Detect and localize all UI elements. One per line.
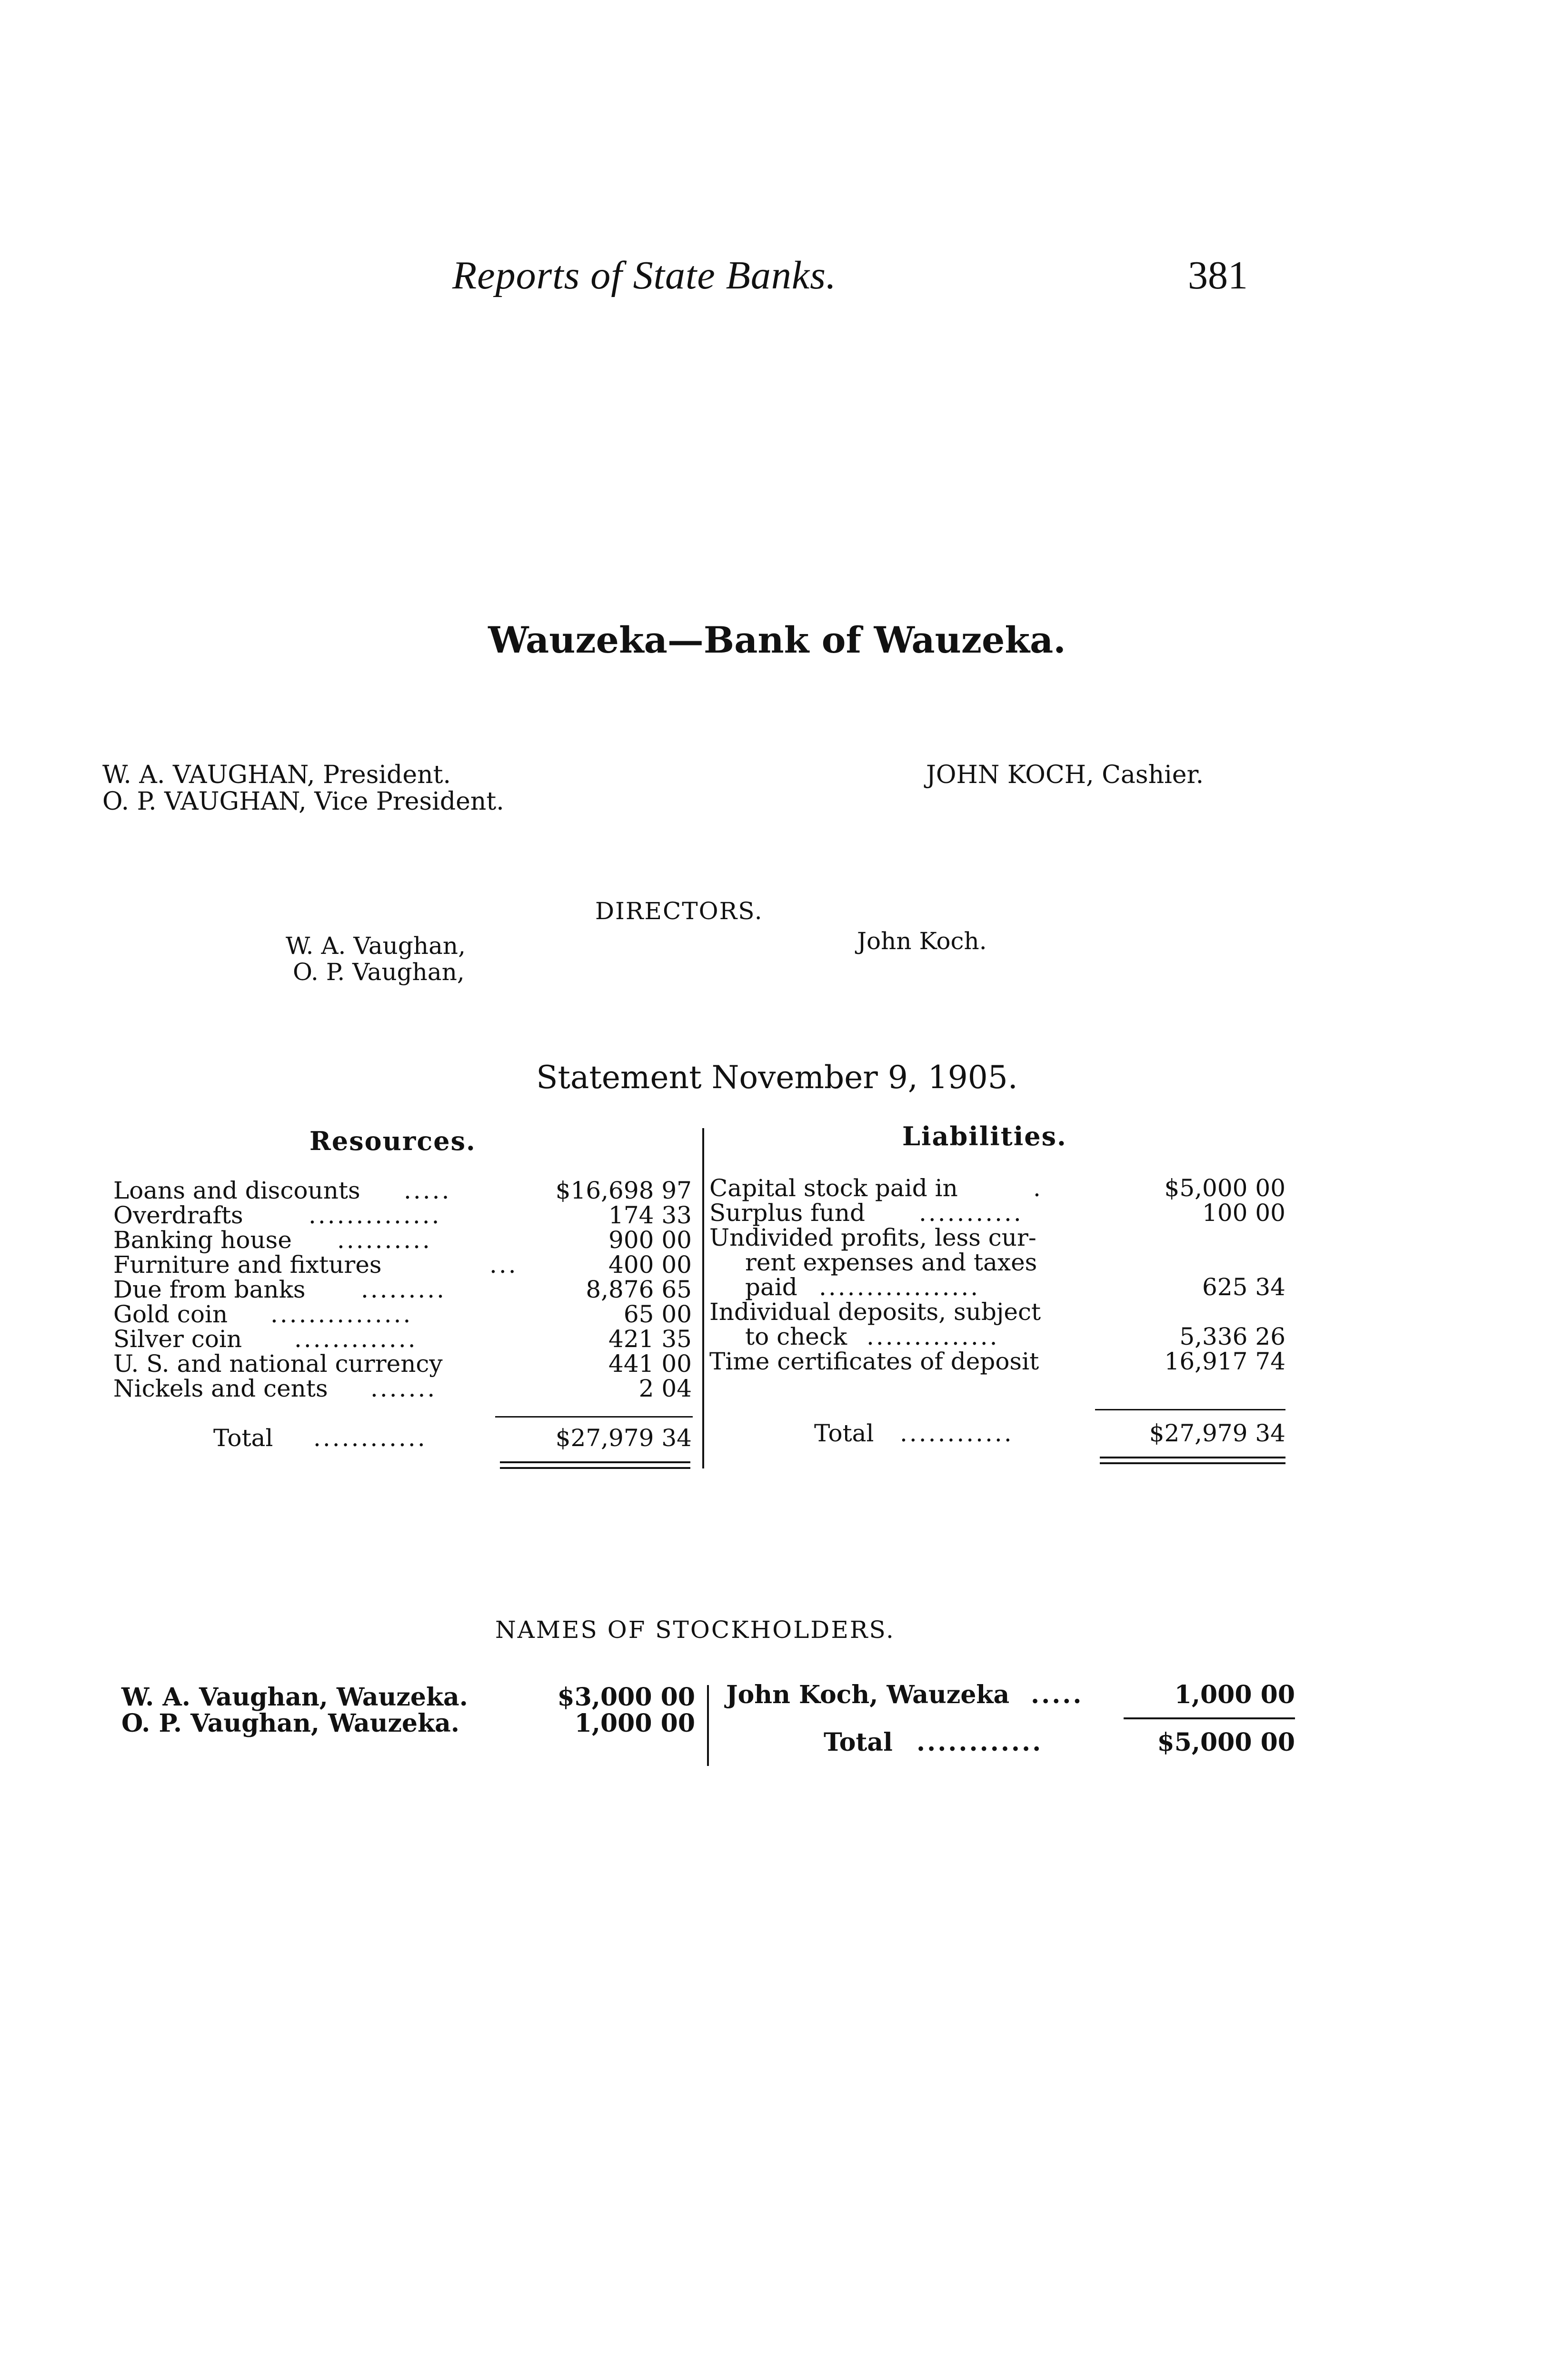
stockholder-name: O. P. Vaughan, Wauzeka.: [121, 1709, 459, 1738]
liability-row: [709, 1324, 1285, 1349]
officer-president: W. A. VAUGHAN, President.: [102, 761, 451, 789]
stockholder-name: John Koch, Wauzeka: [726, 1680, 1010, 1709]
resource-row: [113, 1302, 692, 1327]
resources-double-rule: [500, 1461, 690, 1469]
resource-row: [113, 1228, 692, 1252]
dot-leaders: .................: [819, 1273, 980, 1301]
statement-title: Statement November 9, 1905.: [536, 1059, 1018, 1096]
dot-leaders: ............: [313, 1424, 427, 1452]
column-divider: [702, 1128, 704, 1468]
liability-label: to check: [745, 1323, 847, 1350]
stockholders-total-rule: [1124, 1717, 1295, 1719]
directors-heading: DIRECTORS.: [595, 897, 763, 925]
stockholder-name: W. A. Vaughan, Wauzeka.: [121, 1683, 468, 1712]
liabilities-heading: Liabilities.: [902, 1121, 1067, 1151]
resources-total-label: Total: [213, 1424, 273, 1452]
resource-amount: 421 35: [608, 1325, 692, 1353]
liability-label: Capital stock paid in: [709, 1174, 958, 1202]
liabilities-total-amount: $27,979 34: [1149, 1419, 1285, 1447]
resource-label: U. S. and national currency: [113, 1350, 443, 1378]
liability-label: rent expenses and taxes: [745, 1249, 1037, 1276]
dot-leaders: .....: [1031, 1680, 1084, 1709]
liability-label: Individual deposits, subject: [709, 1298, 1041, 1326]
liability-label: Surplus fund: [709, 1199, 866, 1227]
liability-label: Undivided profits, less cur-: [709, 1224, 1036, 1251]
page-number: 381: [1188, 253, 1248, 298]
dot-leaders: .........: [361, 1276, 447, 1303]
liability-row: [709, 1299, 1285, 1324]
liability-amount: 16,917 74: [1164, 1348, 1285, 1375]
liability-row: [709, 1275, 1285, 1299]
resource-row: [113, 1203, 692, 1228]
resources-list: [113, 1178, 692, 1401]
resource-amount: 400 00: [608, 1251, 692, 1279]
dot-leaders: ...........: [919, 1199, 1023, 1227]
liability-row: [709, 1176, 1285, 1200]
dot-leaders: ...............: [270, 1300, 413, 1328]
dot-leaders: .....: [404, 1177, 451, 1204]
liability-row: [709, 1200, 1285, 1225]
director-name: O. P. Vaughan,: [293, 958, 465, 986]
resource-label: Due from banks: [113, 1276, 306, 1303]
resource-row: [113, 1376, 692, 1401]
resource-amount: 174 33: [608, 1201, 692, 1229]
liabilities-total-row: [709, 1421, 1285, 1446]
director-name: John Koch.: [857, 927, 987, 955]
liabilities-list: [709, 1176, 1285, 1374]
resources-heading: Resources.: [309, 1126, 476, 1156]
dot-leaders: .............: [294, 1325, 418, 1353]
liability-row: [709, 1225, 1285, 1250]
resource-amount: 441 00: [608, 1350, 692, 1378]
dot-leaders: .: [1033, 1174, 1043, 1202]
resource-label: Furniture and fixtures: [113, 1251, 382, 1279]
officer-vice-president: O. P. VAUGHAN, Vice President.: [102, 787, 504, 816]
liability-amount: $5,000 00: [1164, 1174, 1285, 1202]
stockholder-row: [121, 1709, 695, 1737]
resources-total-row: [113, 1426, 692, 1450]
resource-row: [113, 1277, 692, 1302]
liability-row: [709, 1349, 1285, 1374]
resources-total-amount: $27,979 34: [555, 1424, 692, 1452]
stockholders-total-label: Total: [824, 1728, 893, 1757]
resource-label: Loans and discounts: [113, 1177, 360, 1204]
resource-row: [113, 1252, 692, 1277]
dot-leaders: .......: [370, 1375, 437, 1402]
stockholders-total-row: [726, 1728, 1295, 1756]
dot-leaders: ...: [489, 1251, 518, 1279]
dot-leaders: ..............: [309, 1201, 441, 1229]
stockholders-heading: NAMES OF STOCKHOLDERS.: [495, 1616, 895, 1644]
liability-amount: 625 34: [1202, 1273, 1285, 1301]
stockholder-amount: 1,000 00: [574, 1709, 695, 1738]
resource-label: Nickels and cents: [113, 1375, 328, 1402]
resource-label: Gold coin: [113, 1300, 228, 1328]
stockholders-divider: [707, 1685, 709, 1766]
running-title: Reports of State Banks.: [452, 253, 837, 298]
stockholder-amount: $3,000 00: [557, 1683, 695, 1712]
resource-amount: 65 00: [623, 1300, 692, 1328]
liability-row: [709, 1250, 1285, 1275]
resource-row: [113, 1327, 692, 1351]
bank-title: Wauzeka—Bank of Wauzeka.: [488, 619, 1066, 661]
liabilities-double-rule: [1100, 1457, 1285, 1464]
liability-amount: 100 00: [1202, 1199, 1285, 1227]
resource-label: Banking house: [113, 1226, 292, 1254]
stockholder-amount: 1,000 00: [1174, 1680, 1295, 1709]
resources-total-rule: [495, 1416, 693, 1418]
officer-cashier: JOHN KOCH, Cashier.: [926, 761, 1204, 789]
resource-label: Overdrafts: [113, 1201, 243, 1229]
resource-row: [113, 1351, 692, 1376]
resource-amount: 2 04: [638, 1375, 692, 1402]
liability-amount: 5,336 26: [1179, 1323, 1285, 1350]
dot-leaders: ............: [900, 1419, 1014, 1447]
resource-amount: 8,876 65: [586, 1276, 692, 1303]
liabilities-total-rule: [1095, 1409, 1285, 1410]
resource-amount: $16,698 97: [555, 1177, 692, 1204]
dot-leaders: ..............: [867, 1323, 999, 1350]
dot-leaders: ............: [916, 1728, 1043, 1757]
liability-label: Time certificates of deposit: [709, 1348, 1039, 1375]
stockholder-row: [121, 1683, 695, 1711]
stockholders-total-amount: $5,000 00: [1157, 1728, 1295, 1757]
stockholder-row: [726, 1680, 1295, 1709]
dot-leaders: ..........: [337, 1226, 432, 1254]
resource-amount: 900 00: [608, 1226, 692, 1254]
resource-row: [113, 1178, 692, 1203]
director-name: W. A. Vaughan,: [286, 932, 466, 960]
resource-label: Silver coin: [113, 1325, 242, 1353]
liability-label: paid: [745, 1273, 797, 1301]
liabilities-total-label: Total: [814, 1419, 874, 1447]
